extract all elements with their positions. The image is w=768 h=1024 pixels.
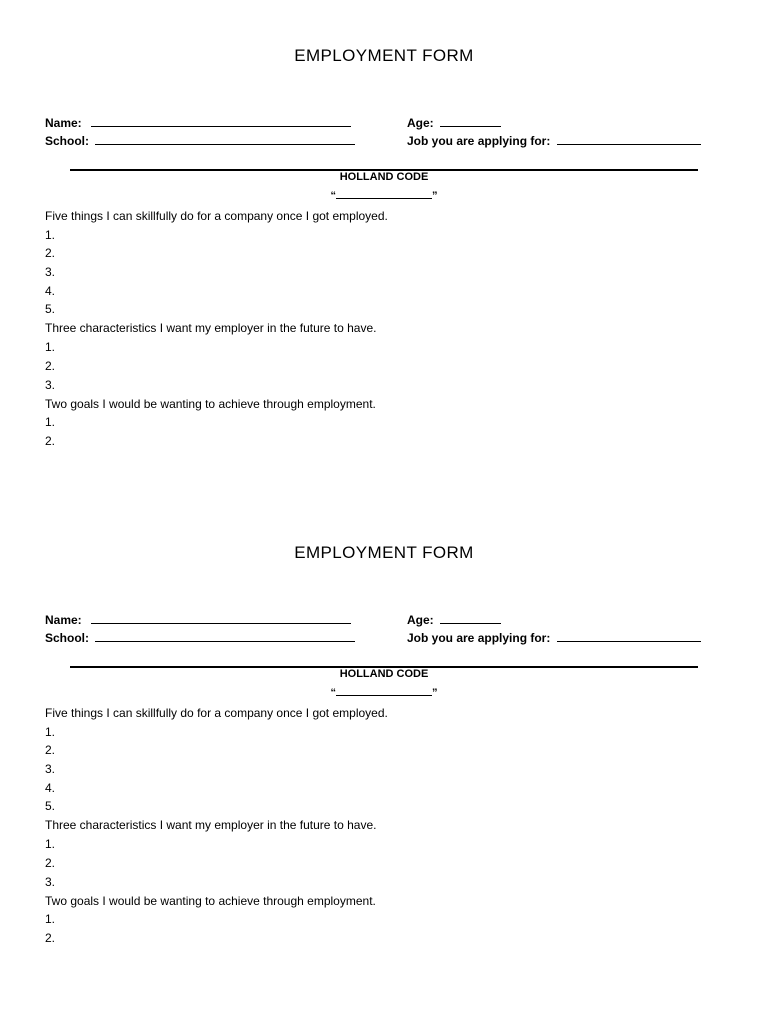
question-employer-characteristics: Three characteristics I want my employer in the future to have. — [45, 321, 377, 335]
list-item: 1. — [45, 415, 56, 429]
list-item: 1. — [45, 912, 56, 926]
list-item: 1. — [45, 725, 56, 739]
open-quote: “ — [330, 687, 336, 699]
list-item: 3. — [45, 378, 56, 392]
age-label: Age: — [407, 613, 434, 627]
form-title: EMPLOYMENT FORM — [294, 46, 474, 65]
holland-code-field — [0, 186, 768, 202]
question-goals: Two goals I would be wanting to achieve through employment. — [45, 894, 376, 908]
list-item: 1. — [45, 837, 56, 851]
list-item: 1. — [45, 340, 56, 354]
job-label: Job you are applying for: — [407, 631, 551, 645]
question-skills: Five things I can skillfully do for a company once I got employed. — [45, 706, 388, 720]
school-label: School: — [45, 134, 89, 148]
age-field — [407, 115, 501, 130]
question-employer-characteristics: Three characteristics I want my employer in the future to have. — [45, 818, 377, 832]
list-item: 3. — [45, 762, 56, 776]
school-blank-line[interactable] — [95, 630, 355, 642]
holland-code-label: HOLLAND CODE — [339, 668, 429, 680]
holland-code-label: HOLLAND CODE — [339, 171, 429, 183]
question-skills: Five things I can skillfully do for a company once I got employed. — [45, 209, 388, 223]
list-item: 5. — [45, 799, 56, 813]
school-field — [45, 133, 355, 148]
job-label: Job you are applying for: — [407, 134, 551, 148]
list-item: 4. — [45, 284, 56, 298]
age-label: Age: — [407, 116, 434, 130]
holland-code-blank-line[interactable] — [336, 683, 432, 696]
name-field — [45, 115, 351, 130]
list-item: 2. — [45, 856, 56, 870]
holland-code-field — [0, 683, 768, 699]
age-blank-line[interactable] — [440, 612, 501, 624]
name-label: Name: — [45, 613, 82, 627]
age-field — [407, 612, 501, 627]
open-quote: “ — [330, 190, 336, 202]
close-quote: ” — [432, 687, 438, 699]
list-item: 2. — [45, 743, 56, 757]
name-blank-line[interactable] — [91, 115, 351, 127]
employment-form — [0, 497, 768, 977]
list-item: 2. — [45, 434, 56, 448]
list-item: 2. — [45, 931, 56, 945]
job-blank-line[interactable] — [557, 133, 701, 145]
name-blank-line[interactable] — [91, 612, 351, 624]
age-blank-line[interactable] — [440, 115, 501, 127]
list-item: 4. — [45, 781, 56, 795]
list-item: 5. — [45, 302, 56, 316]
job-field — [407, 630, 701, 645]
name-field — [45, 612, 351, 627]
holland-code-blank-line[interactable] — [336, 186, 432, 199]
school-field — [45, 630, 355, 645]
name-label: Name: — [45, 116, 82, 130]
close-quote: ” — [432, 190, 438, 202]
school-label: School: — [45, 631, 89, 645]
question-goals: Two goals I would be wanting to achieve through employment. — [45, 397, 376, 411]
list-item: 3. — [45, 875, 56, 889]
list-item: 2. — [45, 359, 56, 373]
list-item: 1. — [45, 228, 56, 242]
job-field — [407, 133, 701, 148]
employment-form — [0, 0, 768, 480]
list-item: 2. — [45, 246, 56, 260]
school-blank-line[interactable] — [95, 133, 355, 145]
job-blank-line[interactable] — [557, 630, 701, 642]
form-title: EMPLOYMENT FORM — [294, 543, 474, 562]
list-item: 3. — [45, 265, 56, 279]
